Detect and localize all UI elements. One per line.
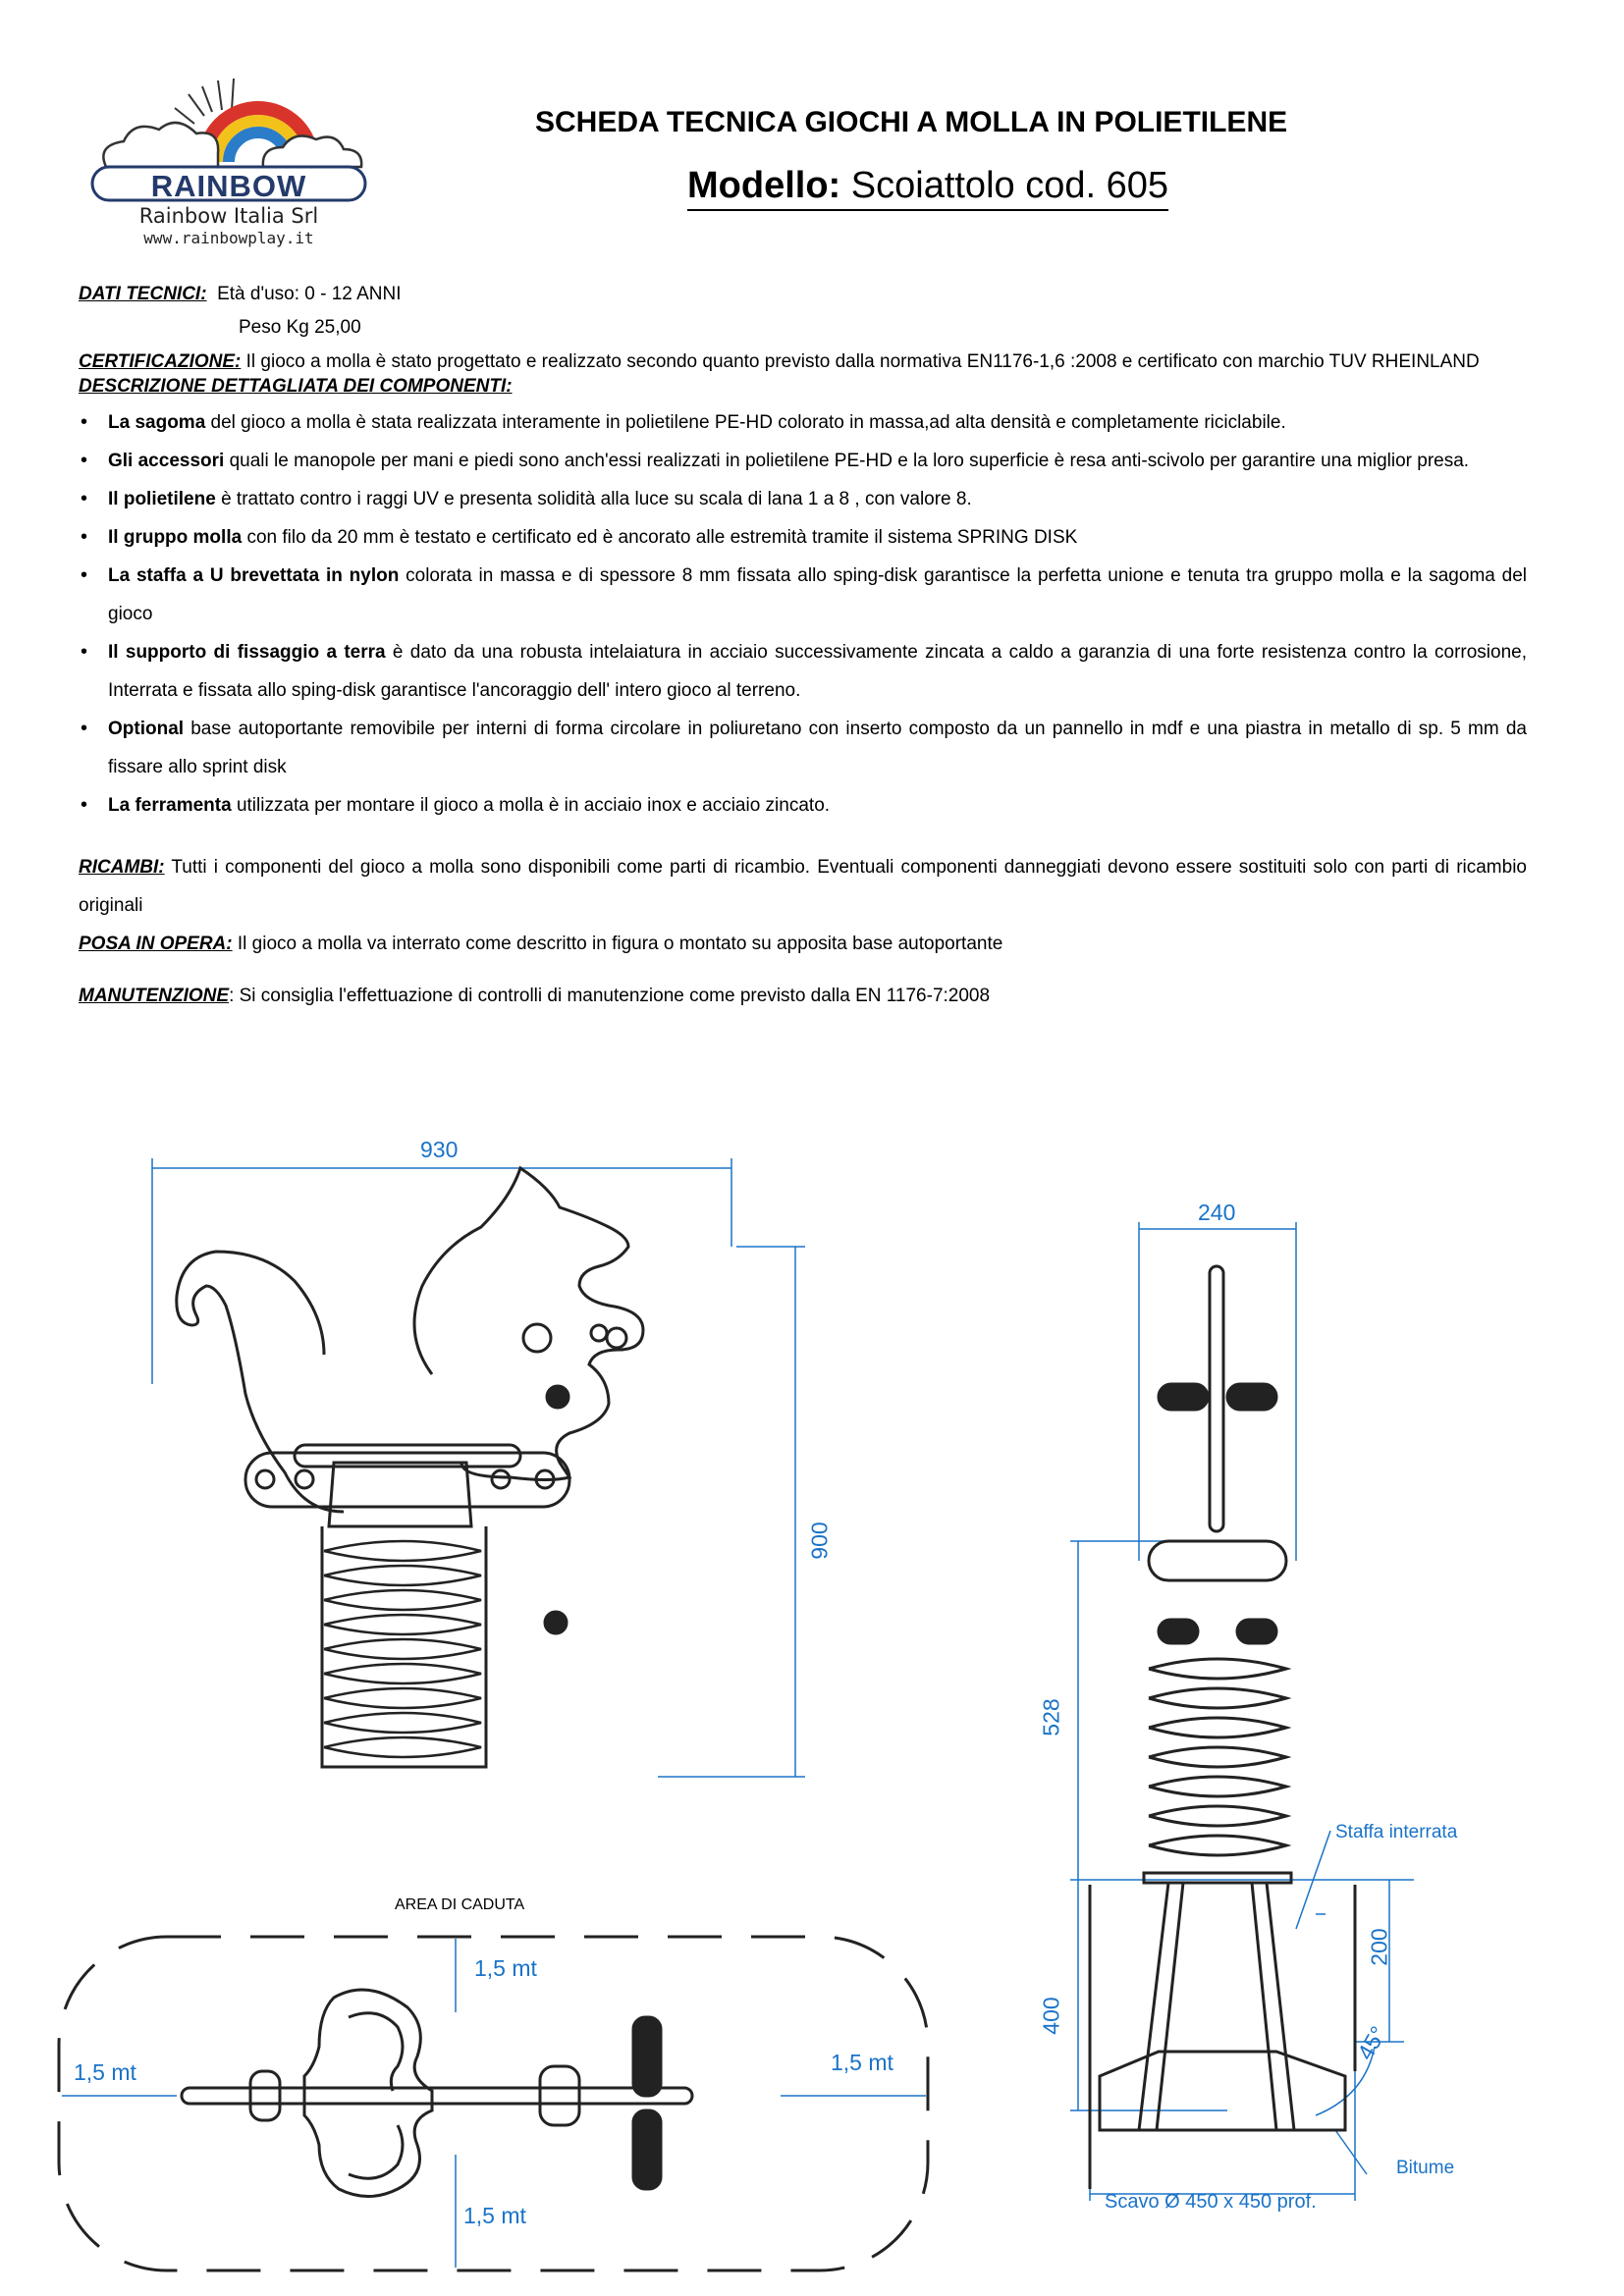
staffa-label: Staffa interrata [1335,1822,1458,1842]
bitume-label: Bitume [1396,2158,1455,2178]
height-dimension: 900 [806,1522,833,1560]
item-bold: La staffa a U brevettata in nylon [108,565,400,586]
ricambi-label: RICAMBI: [79,857,165,878]
fall-left-dimension: 1,5 mt [74,2059,136,2085]
list-item [79,786,1527,825]
model-heading [687,165,1168,211]
posa-label: POSA IN OPERA: [79,934,233,954]
item-text: è dato da una robusta intelaiatura in acciaio successivamente zincata a caldo a garanzia di una forte resistenza contro la corrosione, Interrata e fissata allo sping-disk garantisce l'ancoraggio dell' intero gioco al terreno. [108,642,1528,701]
posa-text: Il gioco a molla va interrato come descritto in figura o montato su apposita base autoportante [232,934,1003,954]
manutenzione-text: : Si consiglia l'effettuazione di controlli di manutenzione come previsto dalla EN 1176-7:2008 [229,986,991,1006]
manutenzione-label: MANUTENZIONE [79,986,230,1006]
item-text: colorata in massa e di spessore 8 mm fissata allo sping-disk garantisce la perfetta unione e tenuta tra gruppo molla e la sagoma del gioco [108,565,1527,624]
item-bold: La sagoma [108,412,206,433]
item-bold: Il supporto di fissaggio a terra [108,642,386,663]
list-item [79,480,1527,518]
ricambi-text: Tutti i componenti del gioco a molla sono disponibili come parti di ricambio. Eventuali componenti danneggiati devono essere sostituiti solo con parti di ricambio originali [79,857,1527,916]
document-title: SCHEDA TECNICA GIOCHI A MOLLA IN POLIETILENE [535,106,1288,138]
dati-tecnici-label: DATI TECNICI: [79,284,207,304]
spring-height-dimension: 528 [1038,1698,1064,1736]
item-bold: La ferramenta [108,795,232,816]
item-bold: Gli accessori [108,451,225,471]
item-text: del gioco a molla è stata realizzata interamente in polietilene PE-HD colorato in massa,ad alta densità e completamente riciclabile. [205,412,1286,433]
item-bold: Il polietilene [108,489,216,509]
list-item [79,442,1527,480]
depth-dimension: 400 [1038,1997,1064,2035]
component-list [79,403,1527,825]
ricambi-block [79,848,1527,925]
item-text: quali le manopole per mani e piedi sono anch'essi realizzati in polietilene PE-HD e la loro superficie è resa anti-scivolo per garantire una miglior presa. [224,451,1470,471]
peso-row [79,313,1527,343]
item-text: utilizzata per montare il gioco a molla è in acciaio inox e acciaio zincato. [231,795,831,816]
certificazione-text: Il gioco a molla è stato progettato e realizzato secondo quanto previsto dalla normativa EN1176-1,6 :2008 e certificato con marchio TUV RHEINLAND [245,351,1480,372]
item-bold: Il gruppo molla [108,527,243,548]
item-text: è trattato contro i raggi UV e presenta solidità alla luce su scala di lana 1 a 8 , con valore 8. [215,489,972,509]
angle-label: 45° [1352,2021,1391,2064]
item-text: base autoportante removibile per interni di forma circolare in poliuretano con inserto composto da un pannello in mdf e una piastra in metallo di sp. 5 mm da fissare allo sprint disk [108,719,1527,777]
side-view-drawing [1051,1207,1463,2238]
technical-text [79,280,1527,1015]
list-item [79,557,1527,633]
rainbow-logo-icon [86,69,371,177]
certificazione-label: CERTIFICAZIONE: [79,351,242,372]
peso-value: Peso Kg 25,00 [239,317,361,338]
fall-bottom-dimension: 1,5 mt [463,2203,526,2228]
descrizione-label: DESCRIZIONE DETTAGLIATA DEI COMPONENTI: [79,376,513,397]
posa-block [79,925,1527,963]
list-item [79,710,1527,786]
certificazione-block [79,350,1527,374]
model-label: Modello: [687,165,841,206]
side-width-dimension: 240 [1198,1200,1236,1225]
width-dimension: 930 [420,1137,459,1162]
company-logo [86,69,371,255]
list-item [79,403,1527,442]
manutenzione-block [79,977,1527,1015]
area-label: AREA DI CADUTA [395,1896,525,1913]
logo-brand-text: RAINBOW [150,169,307,203]
scavo-label: Scavo Ø 450 x 450 prof. [1105,2191,1317,2213]
logo-website: www.rainbowplay.it [143,229,314,247]
depth-top-dimension: 200 [1366,1928,1392,1966]
list-item [79,633,1527,710]
fall-top-dimension: 1,5 mt [474,1955,537,1981]
model-value: Scoiattolo cod. 605 [850,165,1168,206]
front-view-drawing [147,1139,854,1826]
dati-tecnici-row [79,280,1527,309]
item-bold: Optional [108,719,185,739]
eta-value: Età d'uso: 0 - 12 ANNI [217,284,402,304]
list-item [79,518,1527,557]
logo-company-name: Rainbow Italia Srl [138,204,319,228]
fall-right-dimension: 1,5 mt [831,2050,893,2075]
item-text: con filo da 20 mm è testato e certificato ed è ancorato alle estremità tramite il sistema SPRING DISK [242,527,1078,548]
